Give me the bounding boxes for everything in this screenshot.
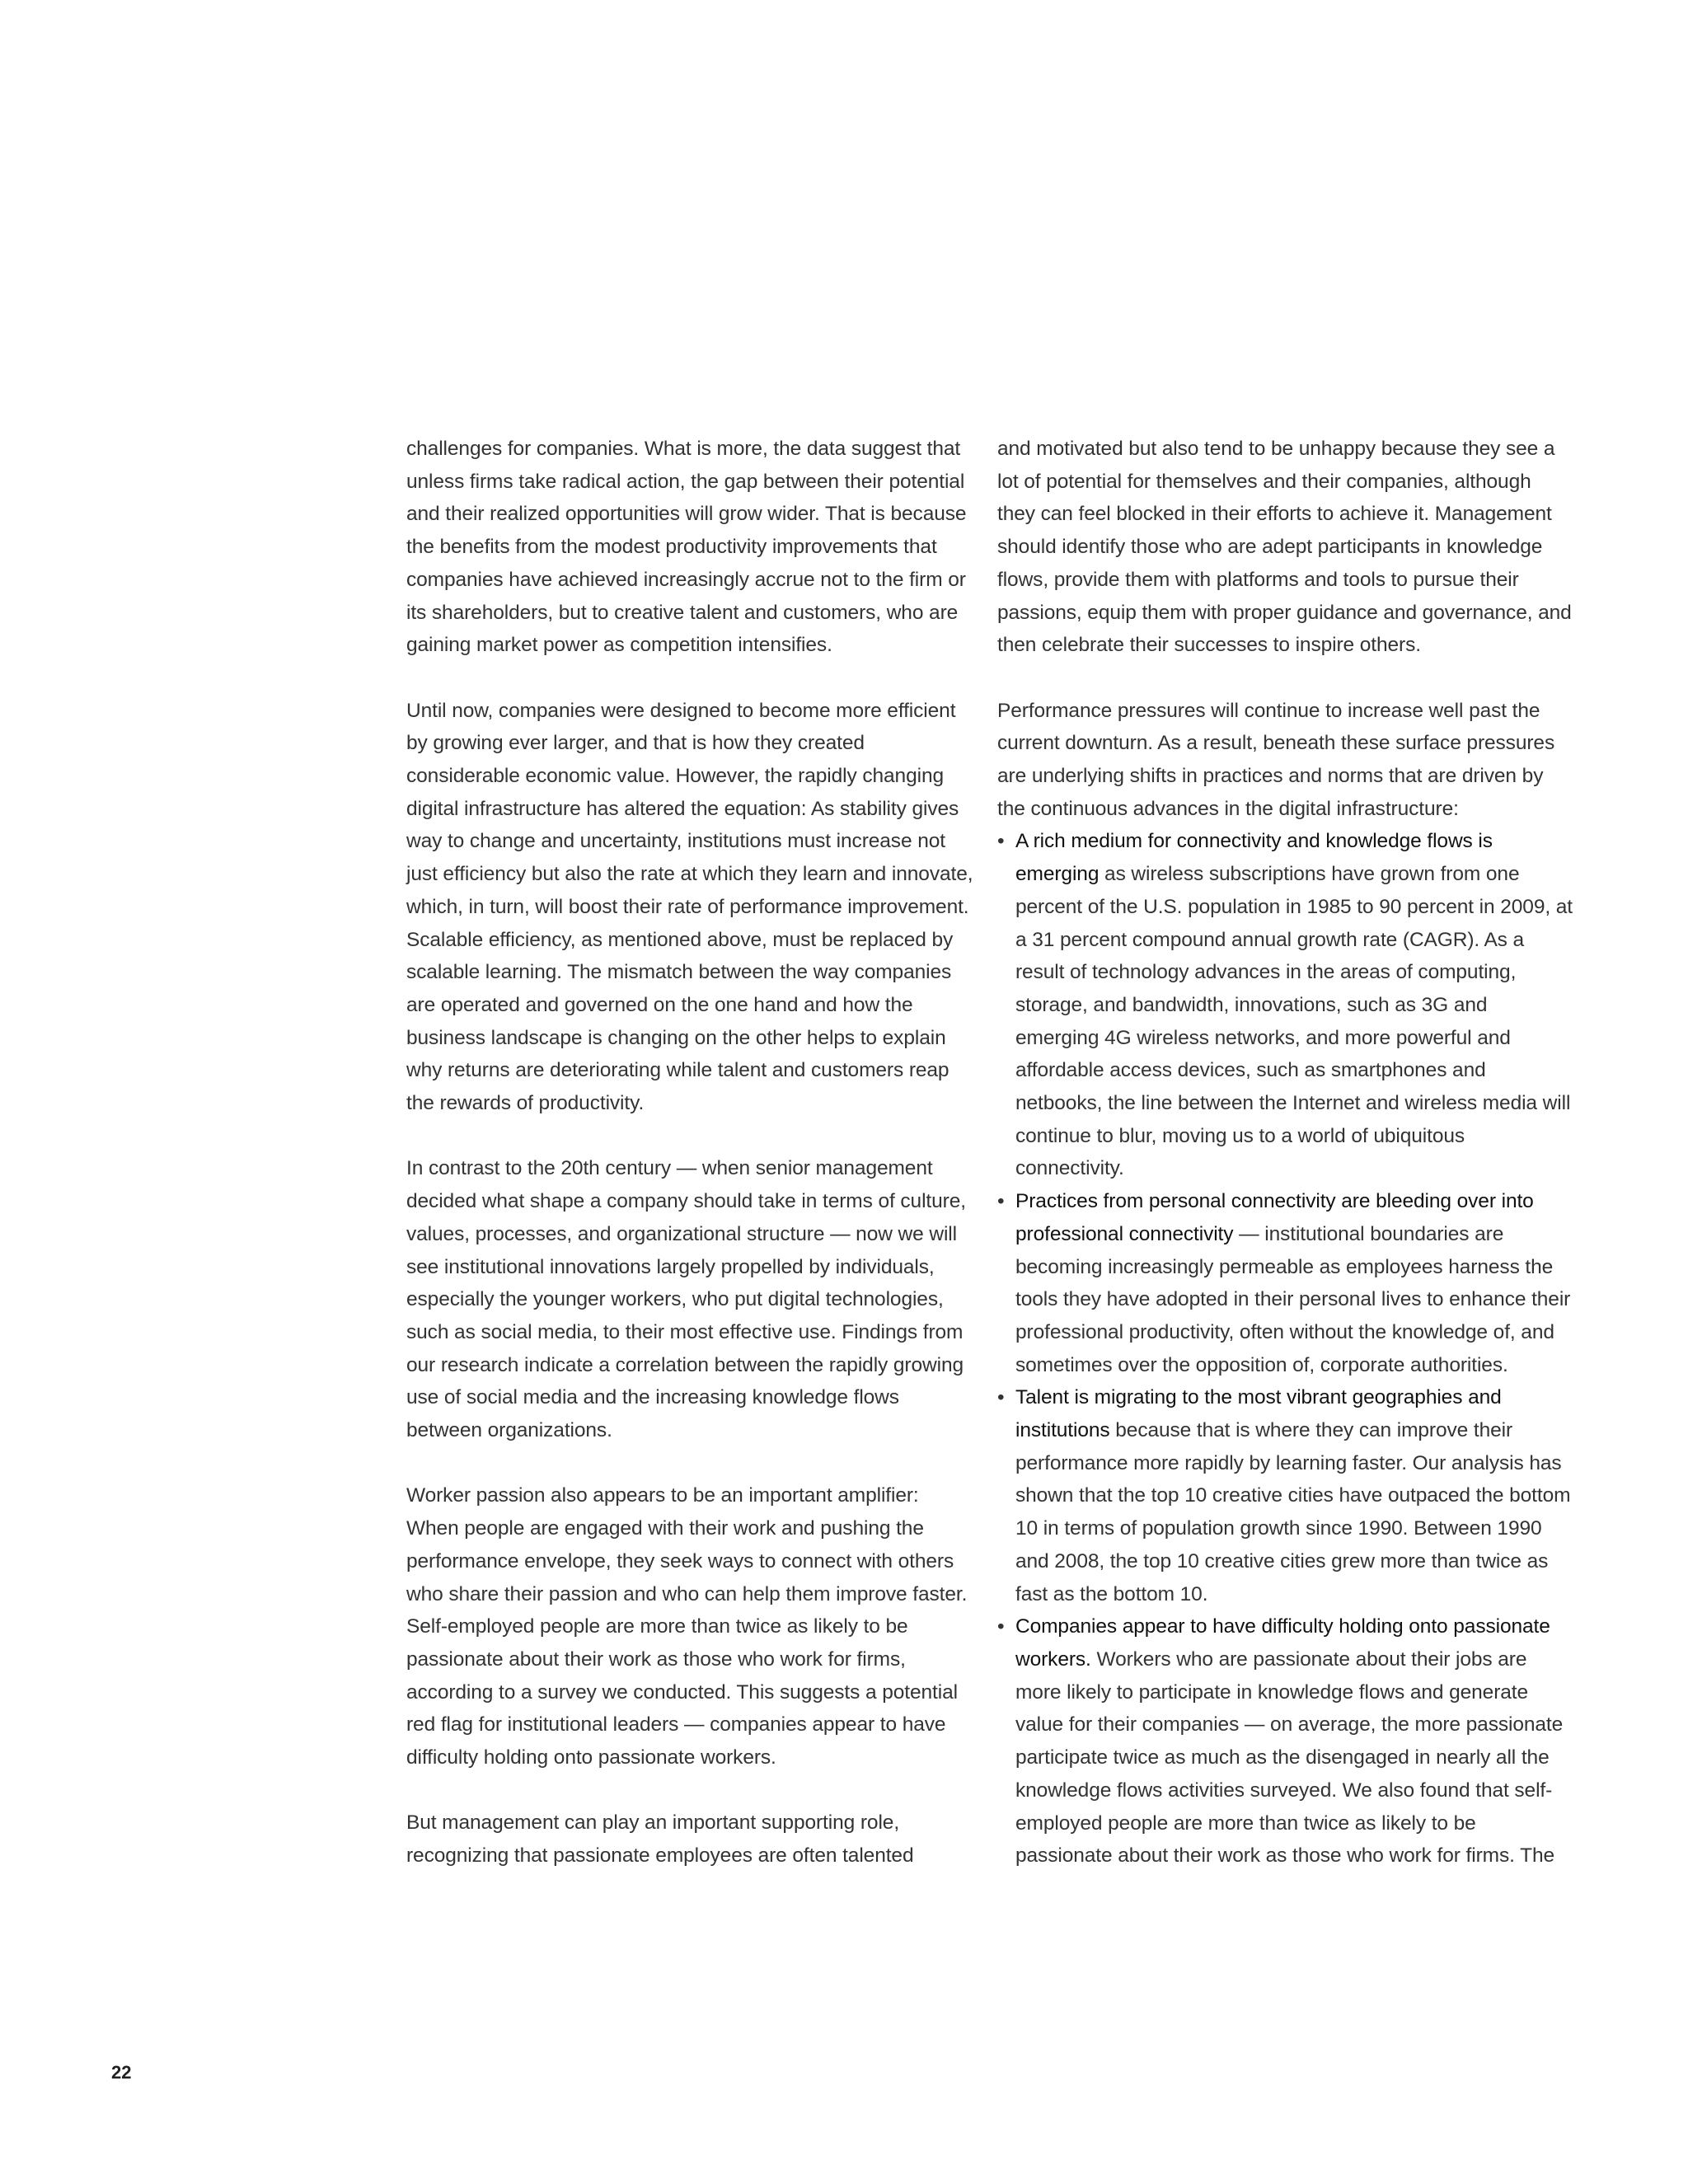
body-paragraph: But management can play an important supporting role, recognizing that passionate employees are often talented [406,1811,914,1868]
body-paragraph: Performance pressures will continue to increase well past the current downturn. As a result, beneath these surface pressures are underlying shifts in practices and norms that are driven by the continuous advances in the digital infrastructure: [997,699,1555,820]
bullet-lead: Companies appear to have difficulty holding onto passionate workers. [1015,1615,1550,1671]
bullet-item [997,1381,1574,1610]
body-paragraph: Worker passion also appears to be an important amplifier: When people are engaged with their work and pushing the performance envelope, they seek ways to connect with others who share their passion and who can help them improve faster. Self-employed people are more than twice as likely to be passionate about their work as those who work for firms, according to a survey we conducted. This suggests a potential red flag for institutional leaders — companies appear to have difficulty holding onto passionate workers. [406,1484,968,1769]
bullet-icon: • [997,1386,1005,1409]
bullet-text: — institutional boundaries are becoming increasingly permeable as employees harness the tools they have adopted in their personal lives to enhance their professional productivity, often without the knowledge of, and sometimes over the opposition of, corporate authorities. [1015,1222,1571,1376]
bullet-item [997,1185,1574,1381]
bullet-text: because that is where they can improve their performance more rapidly by learning faster. Our analysis has shown that the top 10 creative cities have outpaced the bottom 10 in terms of population growth since 1990. Between 1990 and 2008, the top 10 creative cities grew more than twice as fast as the bottom 10. [1015,1419,1571,1605]
bullet-text: Workers who are passionate about their jobs are more likely to participate in knowledge flows and generate value for their companies — on average, the more passionate participate twice as much as the disengaged in nearly all the knowledge flows activities surveyed. We also found that self-employed people are more than twice as likely to be passionate about their work as those who work for firms. The [1015,1648,1564,1868]
bullet-lead: A rich medium for connectivity and knowledge flows is emerging [1015,830,1493,886]
body-paragraph: Until now, companies were designed to become more efficient by growing ever larger, and that is how they created considerable economic value. However, the rapidly changing digital infrastructure has altered the equation: As stability gives way to change and uncertainty, institutions must increase not just efficiency but also the rate at which they learn and innovate, which, in turn, will boost their rate of performance improvement. Scalable efficiency, as mentioned above, must be replaced by scalable learning. The mismatch between the way companies are operated and governed on the one hand and how the business landscape is changing on the other helps to explain why returns are deteriorating while talent and customers reap the rewards of productivity. [406,699,973,1115]
bullet-icon: • [997,830,1005,853]
body-paragraph: and motivated but also tend to be unhappy because they see a lot of potential for themselves and their companies, although they can feel blocked in their efforts to achieve it. Management should identify those who are adept participants in knowledge flows, provide them with platforms and tools to pursue their passions, equip them with proper guidance and governance, and then celebrate their successes to inspire others. [997,438,1572,657]
bullet-list [997,825,1574,1872]
left-column [406,433,975,1905]
bullet-text: as wireless subscriptions have grown from one percent of the U.S. population in 1985 to 90 percent in 2009, at a 31 percent compound annual growth rate (CAGR). As a result of technology advances in the areas of computing, storage, and bandwidth, innovations, such as 3G and emerging 4G wireless networks, and more powerful and affordable access devices, such as smartphones and netbooks, the line between the Internet and wireless media will continue to blur, moving us to a world of ubiquitous connectivity. [1015,863,1573,1180]
right-column [997,433,1574,1872]
bullet-item [997,1610,1574,1872]
bullet-lead: Practices from personal connectivity are bleeding over into professional connectivity [1015,1190,1534,1245]
bullet-lead: Talent is migrating to the most vibrant geographies and institutions [1015,1386,1502,1442]
body-paragraph: challenges for companies. What is more, the data suggest that unless firms take radical action, the gap between their potential and their realized opportunities will grow wider. That is because the benefits from the modest productivity improvements that companies have achieved increasingly accrue not to the firm or its shareholders, but to creative talent and customers, who are gaining market power as competition intensifies. [406,438,967,657]
bullet-icon: • [997,1615,1005,1638]
page-number: 22 [111,2062,132,2083]
bullet-item [997,825,1574,1185]
body-paragraph: In contrast to the 20th century — when senior management decided what shape a company should take in terms of culture, values, processes, and organizational structure — now we will see institutional innovations largely propelled by individuals, especially the younger workers, who put digital technologies, such as social media, to their most effective use. Findings from our research indicate a correlation between the rapidly growing use of social media and the increasing knowledge flows between organizations. [406,1157,966,1442]
bullet-icon: • [997,1190,1005,1213]
